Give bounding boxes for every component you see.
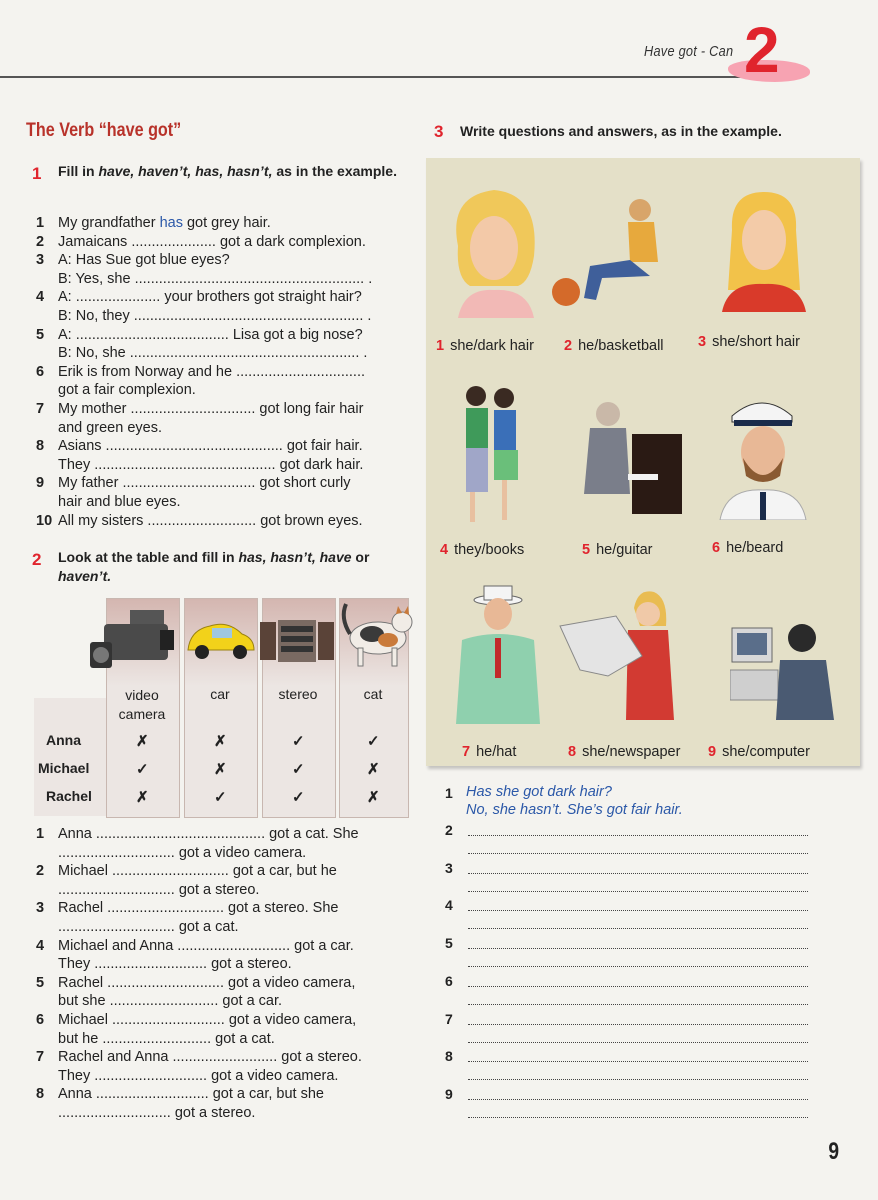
item-text[interactable]: They ............................ got a video camera. [58,1067,339,1084]
ex2-line [36,1067,408,1086]
unit-badge [728,14,812,88]
ex2-line [36,1048,408,1067]
item-text[interactable]: Michael ............................. got a car, but he [58,863,337,880]
row-name: Michael [38,760,90,776]
ex2-lines [36,825,408,1123]
answer-line[interactable] [468,948,808,949]
boy-basketball-picture [550,196,686,312]
item-text[interactable]: Anna .......................................... got a cat. She [58,826,359,842]
ex1-line [36,233,406,252]
item-text[interactable]: ............................. got a stereo. [58,881,260,898]
item-number: 5 [36,974,45,991]
item-text[interactable]: Rachel ............................. got a video camera, [58,974,356,991]
answer-number: 5 [445,935,453,952]
ex1-line [36,419,406,438]
picture-caption: 8 she/newspaper [568,744,681,760]
item-text[interactable]: A: ..................... your brothers got straight hair? [58,289,362,306]
ex3-instruction: Write questions and answers, as in the example. [460,123,782,139]
ex1-line [36,493,406,512]
item-number: 3 [36,252,45,269]
item-text[interactable]: ............................ got a stereo. [58,1104,256,1121]
check-mark-icon: ✓ [214,789,227,806]
ownership-table [34,598,409,818]
ex3-example-answer: No, she hasn’t. She’s got fair hair. [466,802,683,818]
answer-number: 3 [445,859,453,876]
ex1-instruction: Fill in have, haven’t, has, hasn’t, as in the example. [58,163,397,179]
answer-line[interactable] [468,910,808,911]
col-label-cat: cat [363,686,383,702]
picture-panel [426,158,860,766]
answer-line[interactable] [468,873,808,874]
ex1-line [36,344,406,363]
picture-caption: 5 he/guitar [582,542,653,558]
picture-caption: 9 she/computer [708,744,810,760]
cross-mark-icon: ✗ [136,789,149,806]
item-text[interactable]: Asians ............................................ got fair hair. [58,438,363,455]
picture-caption: 6 he/beard [712,540,784,556]
cross-mark-icon: ✗ [214,733,227,750]
item-number: 8 [36,438,45,455]
answer-line[interactable] [468,1079,808,1080]
cross-mark-icon: ✗ [214,761,227,778]
ex2-line [36,992,408,1011]
ex3-number: 3 [434,122,444,141]
car-icon [184,616,258,666]
ex1-line [36,251,406,270]
item-number: 8 [36,1086,45,1103]
item-number: 4 [36,937,45,954]
item-number: 6 [36,1011,45,1028]
answer-number: 7 [445,1010,453,1027]
answer-line[interactable] [468,1099,808,1100]
answer-number: 6 [445,972,453,989]
picture-caption: 1 she/dark hair [436,338,534,354]
item-number: 3 [36,900,45,917]
ex2-line [36,1030,408,1049]
answer-line[interactable] [468,891,808,892]
answer-number: 9 [445,1085,453,1102]
ex1-line [36,437,406,456]
item-text[interactable]: and green eyes. [58,419,162,436]
running-title: Have got - Can [644,43,734,60]
man-piano-picture [574,398,684,518]
answer-line[interactable] [468,1004,808,1005]
row-name: Rachel [46,788,92,804]
ex1-line [36,288,406,307]
unit-number: 2 [744,14,780,86]
check-mark-icon: ✓ [136,761,149,778]
ex2-line [36,1104,408,1123]
ex1-line [36,270,406,289]
item-text[interactable]: Rachel and Anna .......................... got a stereo. [58,1049,362,1066]
item-text[interactable]: Rachel ............................. got a stereo. She [58,900,339,917]
woman-computer-picture [730,620,836,724]
example-answer: has [159,215,183,231]
item-number: 2 [36,863,45,880]
item-text[interactable]: They ............................ got a stereo. [58,956,292,973]
page-number: 9 [827,1138,839,1165]
answer-number: 8 [445,1048,453,1065]
ex2-line [36,955,408,974]
item-number: 7 [36,400,45,417]
video-camera-icon [90,602,182,676]
item-text[interactable]: ............................. got a cat. [58,918,239,935]
item-text[interactable]: hair and blue eyes. [58,493,181,510]
answer-number: 2 [445,822,453,838]
item-number: 1 [36,826,45,842]
ex1-line [36,326,406,345]
ex2-line [36,918,408,937]
picture-caption: 4 they/books [440,542,525,558]
item-text[interactable]: My father ................................. got short curly [58,475,351,492]
ex3-example-number: 1 [445,785,453,801]
ex1-line [36,363,406,382]
ex1-line [36,456,406,475]
ex1-number: 1 [32,164,42,183]
item-text[interactable]: Anna ............................ got a car, but she [58,1086,324,1103]
ex2-line [36,862,408,881]
answer-line[interactable] [468,1117,808,1118]
item-text[interactable]: Michael and Anna ............................ got a car. [58,937,354,954]
answer-line[interactable] [468,1042,808,1043]
check-mark-icon: ✓ [292,761,305,778]
ex1-line [36,512,406,531]
ex2-line [36,825,408,844]
ex2-line [36,881,408,900]
picture-caption: 2 he/basketball [564,338,664,354]
check-mark-icon: ✓ [292,733,305,750]
section-title: The Verb “have got” [26,120,182,141]
item-number: 5 [36,326,45,343]
item-text[interactable]: Michael ............................ got a video camera, [58,1011,357,1028]
picture-caption: 7 he/hat [462,744,517,760]
row-name: Anna [46,732,81,748]
ex2-line [36,899,408,918]
woman-fair-hair-picture [448,186,540,318]
item-number: 2 [36,233,45,250]
woman-newspaper-picture [556,586,686,722]
cross-mark-icon: ✗ [136,733,149,750]
sailor-beard-picture [718,392,808,520]
ex1-line [36,474,406,493]
header-rule [0,76,748,78]
stereo-icon [260,618,334,664]
ex2-line [36,1085,408,1104]
item-text[interactable]: A: ...................................... Lisa got a big nose? [58,326,363,343]
answer-number: 4 [445,897,453,914]
item-number: 4 [36,289,45,306]
item-number: 10 [36,512,53,529]
ex2-line [36,844,408,863]
item-text[interactable]: All my sisters ........................... got brown eyes. [58,512,363,529]
ex1-line [36,400,406,419]
ex2-line [36,974,408,993]
girls-books-picture [452,384,532,524]
ex2-number: 2 [32,550,42,569]
item-number: 6 [36,363,45,380]
ex1-example-line: 1 My grandfather has got grey hair. [36,215,271,231]
picture-caption: 3 she/short hair [698,334,800,350]
cat-icon [336,598,416,672]
item-number: 9 [36,475,45,492]
item-text[interactable]: B: Yes, she ......................................................... . [58,270,373,287]
item-text[interactable]: but he ........................... got a cat. [58,1030,275,1047]
ex2-line [36,1011,408,1030]
check-mark-icon: ✓ [292,789,305,806]
ex1-line [36,307,406,326]
answer-line[interactable] [468,1024,808,1025]
cross-mark-icon: ✗ [367,761,380,778]
answer-line[interactable] [468,986,808,987]
item-text[interactable]: but she ........................... got a car. [58,993,283,1010]
item-text[interactable]: Erik is from Norway and he ................................ [58,363,365,380]
ex1-line [36,381,406,400]
answer-line[interactable] [468,928,808,929]
item-text[interactable]: A: Has Sue got blue eyes? [58,252,230,269]
col-label-video-camera: video camera [118,687,166,722]
item-number: 7 [36,1049,45,1066]
cross-mark-icon: ✗ [367,789,380,806]
col-label-stereo: stereo [278,686,318,702]
item-text[interactable]: They ............................................. got dark hair. [58,456,364,473]
man-hat-picture [450,584,546,724]
item-text[interactable]: B: No, she ......................................................... . [58,345,368,362]
item-text[interactable]: ............................. got a video camera. [58,844,307,861]
answer-line[interactable] [468,835,808,836]
ex1-lines [36,214,406,530]
answer-line[interactable] [468,853,808,854]
check-mark-icon: ✓ [367,733,380,750]
item-text[interactable]: My mother ............................... got long fair hair [58,400,364,417]
item-text[interactable]: Jamaicans ..................... got a dark complexion. [58,233,366,250]
col-label-car: car [210,686,230,702]
ex3-example-question: Has she got dark hair? [466,784,612,800]
answer-line[interactable] [468,1061,808,1062]
ex2-line [36,937,408,956]
answer-line[interactable] [468,966,808,967]
ex2-instruction: Look at the table and fill in has, hasn’t, have or haven’t. [58,549,370,584]
item-text[interactable]: B: No, they ......................................................... . [58,307,372,324]
girl-short-hair-picture [718,190,810,312]
item-text[interactable]: got a fair complexion. [58,382,196,399]
